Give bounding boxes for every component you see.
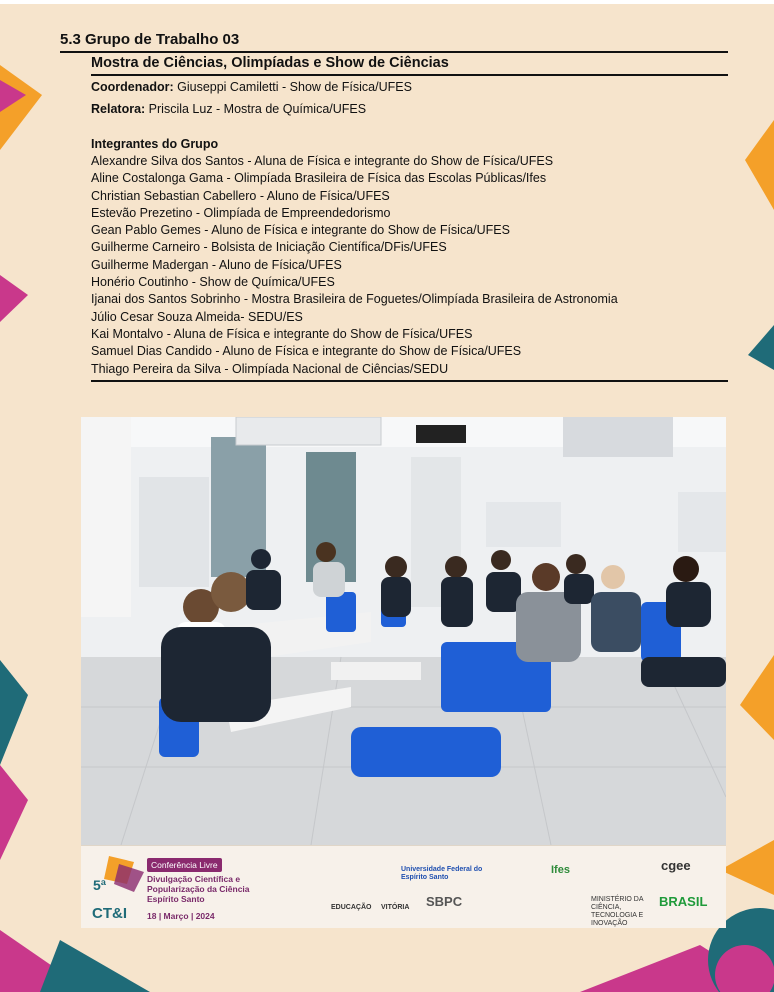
rapporteur-label: Relatora: <box>91 102 146 116</box>
member-item: Ijanai dos Santos Sobrinho - Mostra Brasileira de Foguetes/Olimpíada Brasileira de Astronomia <box>91 292 618 307</box>
member-item: Christian Sebastian Cabellero - Aluno de Física/UFES <box>91 188 390 203</box>
educacao-logo: EDUCAÇÃO <box>331 904 372 911</box>
vitoria-logo: VITÓRIA <box>381 904 410 911</box>
conference-badge: Conferência Livre <box>147 858 222 872</box>
list-bottom-rule <box>91 380 728 382</box>
conference-subtitle: Divulgação Científica e Popularização da Ciência Espírito Santo <box>147 874 250 904</box>
member-item: Alexandre Silva dos Santos - Aluna de Física e integrante do Show de Física/UFES <box>91 154 554 168</box>
member-item: Estevão Prezetino - Olimpíada de Empreendedorismo <box>91 205 391 220</box>
ifes-logo: Ifes <box>551 864 570 876</box>
group-title: Mostra de Ciências, Olimpíadas e Show de Ciências <box>91 55 728 76</box>
members-list <box>91 153 618 378</box>
ufes-logo: Universidade Federal do Espírito Santo <box>401 866 483 881</box>
member-item: Samuel Dias Candido - Aluno de Física e integrante do Show de Física/UFES <box>91 344 522 359</box>
member-item: Guilherme Carneiro - Bolsista de Iniciação Científica/DFis/UFES <box>91 240 447 255</box>
coordinator-label: Coordenador: <box>91 80 174 94</box>
meeting-photo-illustration <box>81 417 726 845</box>
brasil-logo: BRASIL <box>659 894 708 909</box>
coordinator-value: Giuseppi Camiletti - Show de Física/UFES <box>173 80 412 94</box>
conference-logo-acronym: CT&I <box>92 905 127 922</box>
member-item: Júlio Cesar Souza Almeida- SEDU/ES <box>91 309 303 324</box>
rapporteur-line <box>91 102 366 116</box>
cgee-logo: cgee <box>661 858 691 873</box>
member-item: Gean Pablo Gemes - Aluno de Física e integrante do Show de Física/UFES <box>91 223 510 238</box>
member-item: Thiago Pereira da Silva - Olimpíada Nacional de Ciências/SEDU <box>91 361 449 376</box>
event-footer <box>81 845 726 928</box>
member-item: Aline Costalonga Gama - Olimpíada Brasileira de Física das Escolas Públicas/Ifes <box>91 171 547 186</box>
section-title: 5.3 Grupo de Trabalho 03 <box>60 31 728 53</box>
ministerio-logo: MINISTÉRIO DA CIÊNCIA, TECNOLOGIA E INOVAÇÃO <box>591 896 644 927</box>
conference-logo <box>89 854 149 924</box>
coordinator-line <box>91 80 412 94</box>
conference-logo-number: 5ª <box>93 877 106 893</box>
member-item: Kai Montalvo - Aluna de Física e integrante do Show de Física/UFES <box>91 326 473 341</box>
members-heading: Integrantes do Grupo <box>91 137 219 151</box>
member-item: Honério Coutinho - Show de Química/UFES <box>91 275 335 290</box>
sbpc-logo: SBPC <box>426 894 463 909</box>
conference-date: 18 | Março | 2024 <box>147 911 215 921</box>
member-item: Guilherme Madergan - Aluno de Física/UFES <box>91 257 342 272</box>
rapporteur-value: Priscila Luz - Mostra de Química/UFES <box>145 102 367 116</box>
meeting-photo <box>81 417 726 845</box>
